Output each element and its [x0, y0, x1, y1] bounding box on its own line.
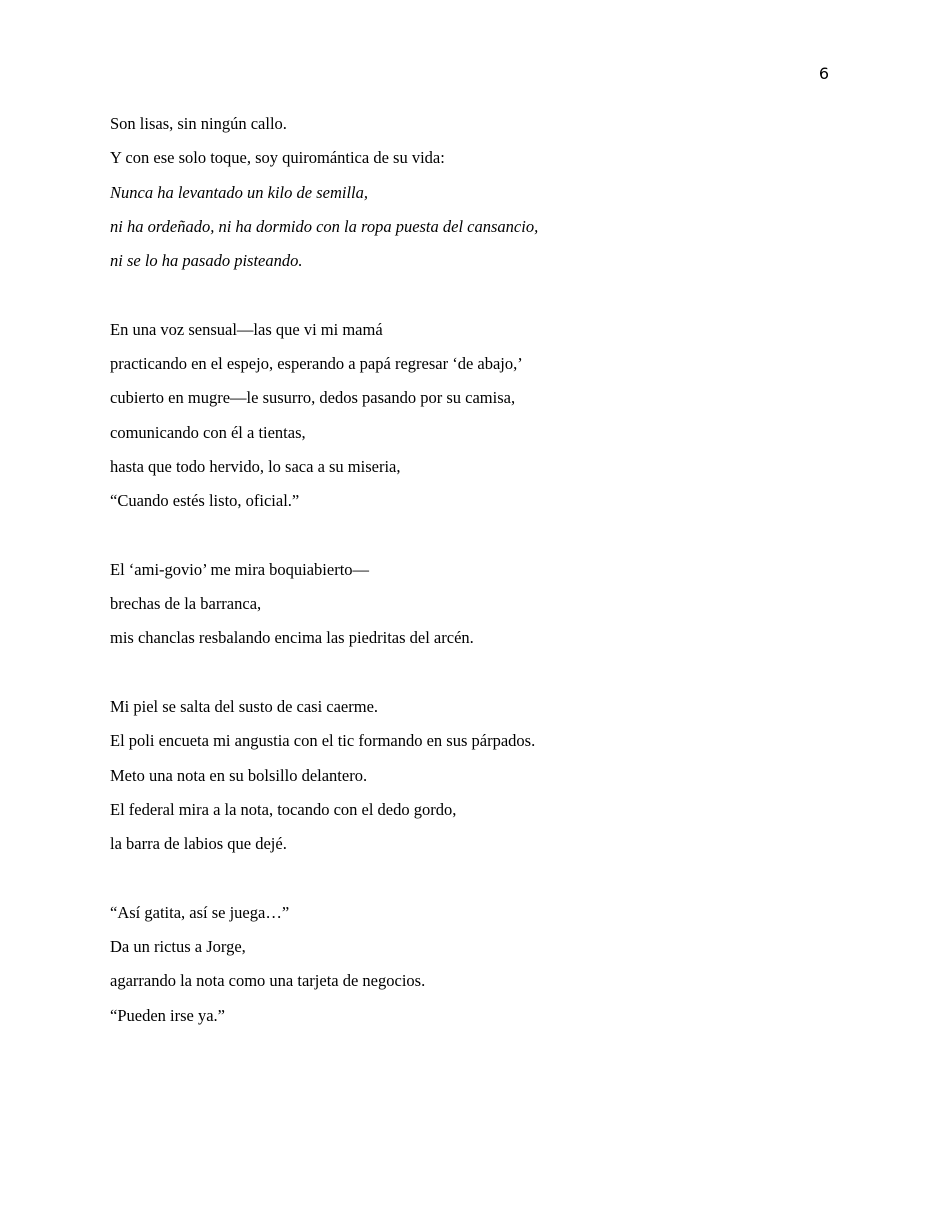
poem-line-italic: ni ha ordeñado, ni ha dormido con la ropa puesta del cansancio, — [110, 216, 539, 236]
stanza-4 — [110, 695, 830, 866]
stanza-5 — [110, 901, 830, 1038]
poem-line: mis chanclas resbalando encima las piedritas del arcén. — [110, 628, 474, 648]
poem-line: “Pueden irse ya.” — [110, 1005, 225, 1025]
poem-line: Meto una nota en su bolsillo delantero. — [110, 765, 368, 785]
poem-body — [110, 112, 830, 1072]
poem-line: practicando en el espejo, esperando a papá regresar ‘de abajo,’ — [110, 354, 523, 374]
poem-line: hasta que todo hervido, lo saca a su miseria, — [110, 456, 401, 476]
poem-line: agarrando la nota como una tarjeta de negocios. — [110, 971, 426, 991]
poem-line: “Así gatita, así se juega…” — [110, 902, 290, 922]
poem-line: “Cuando estés listo, oficial.” — [110, 491, 300, 511]
poem-line: la barra de labios que dejé. — [110, 834, 287, 854]
poem-line: En una voz sensual—las que vi mi mamá — [110, 319, 383, 339]
poem-line: El ‘ami-govio’ me mira boquiabierto— — [110, 559, 370, 579]
stanza-1 — [110, 112, 830, 283]
page-number: 6 — [818, 64, 830, 83]
poem-line: cubierto en mugre—le susurro, dedos pasando por su camisa, — [110, 388, 516, 408]
poem-line: El poli encueta mi angustia con el tic formando en sus párpados. — [110, 731, 536, 751]
poem-line: brechas de la barranca, — [110, 594, 262, 614]
stanza-3 — [110, 558, 830, 661]
poem-line: Son lisas, sin ningún callo. — [110, 114, 287, 133]
poem-line: Y con ese solo toque, soy quiromántica de su vida: — [110, 148, 445, 168]
poem-line: Da un rictus a Jorge, — [110, 937, 246, 957]
poem-line: Mi piel se salta del susto de casi caerme. — [110, 697, 379, 717]
poem-line-italic: ni se lo ha pasado pisteando. — [110, 251, 303, 271]
poem-line: comunicando con él a tientas, — [110, 422, 306, 442]
poem-line: El federal mira a la nota, tocando con el dedo gordo, — [110, 799, 457, 819]
stanza-2 — [110, 318, 830, 524]
poem-line-italic: Nunca ha levantado un kilo de semilla, — [110, 182, 368, 202]
